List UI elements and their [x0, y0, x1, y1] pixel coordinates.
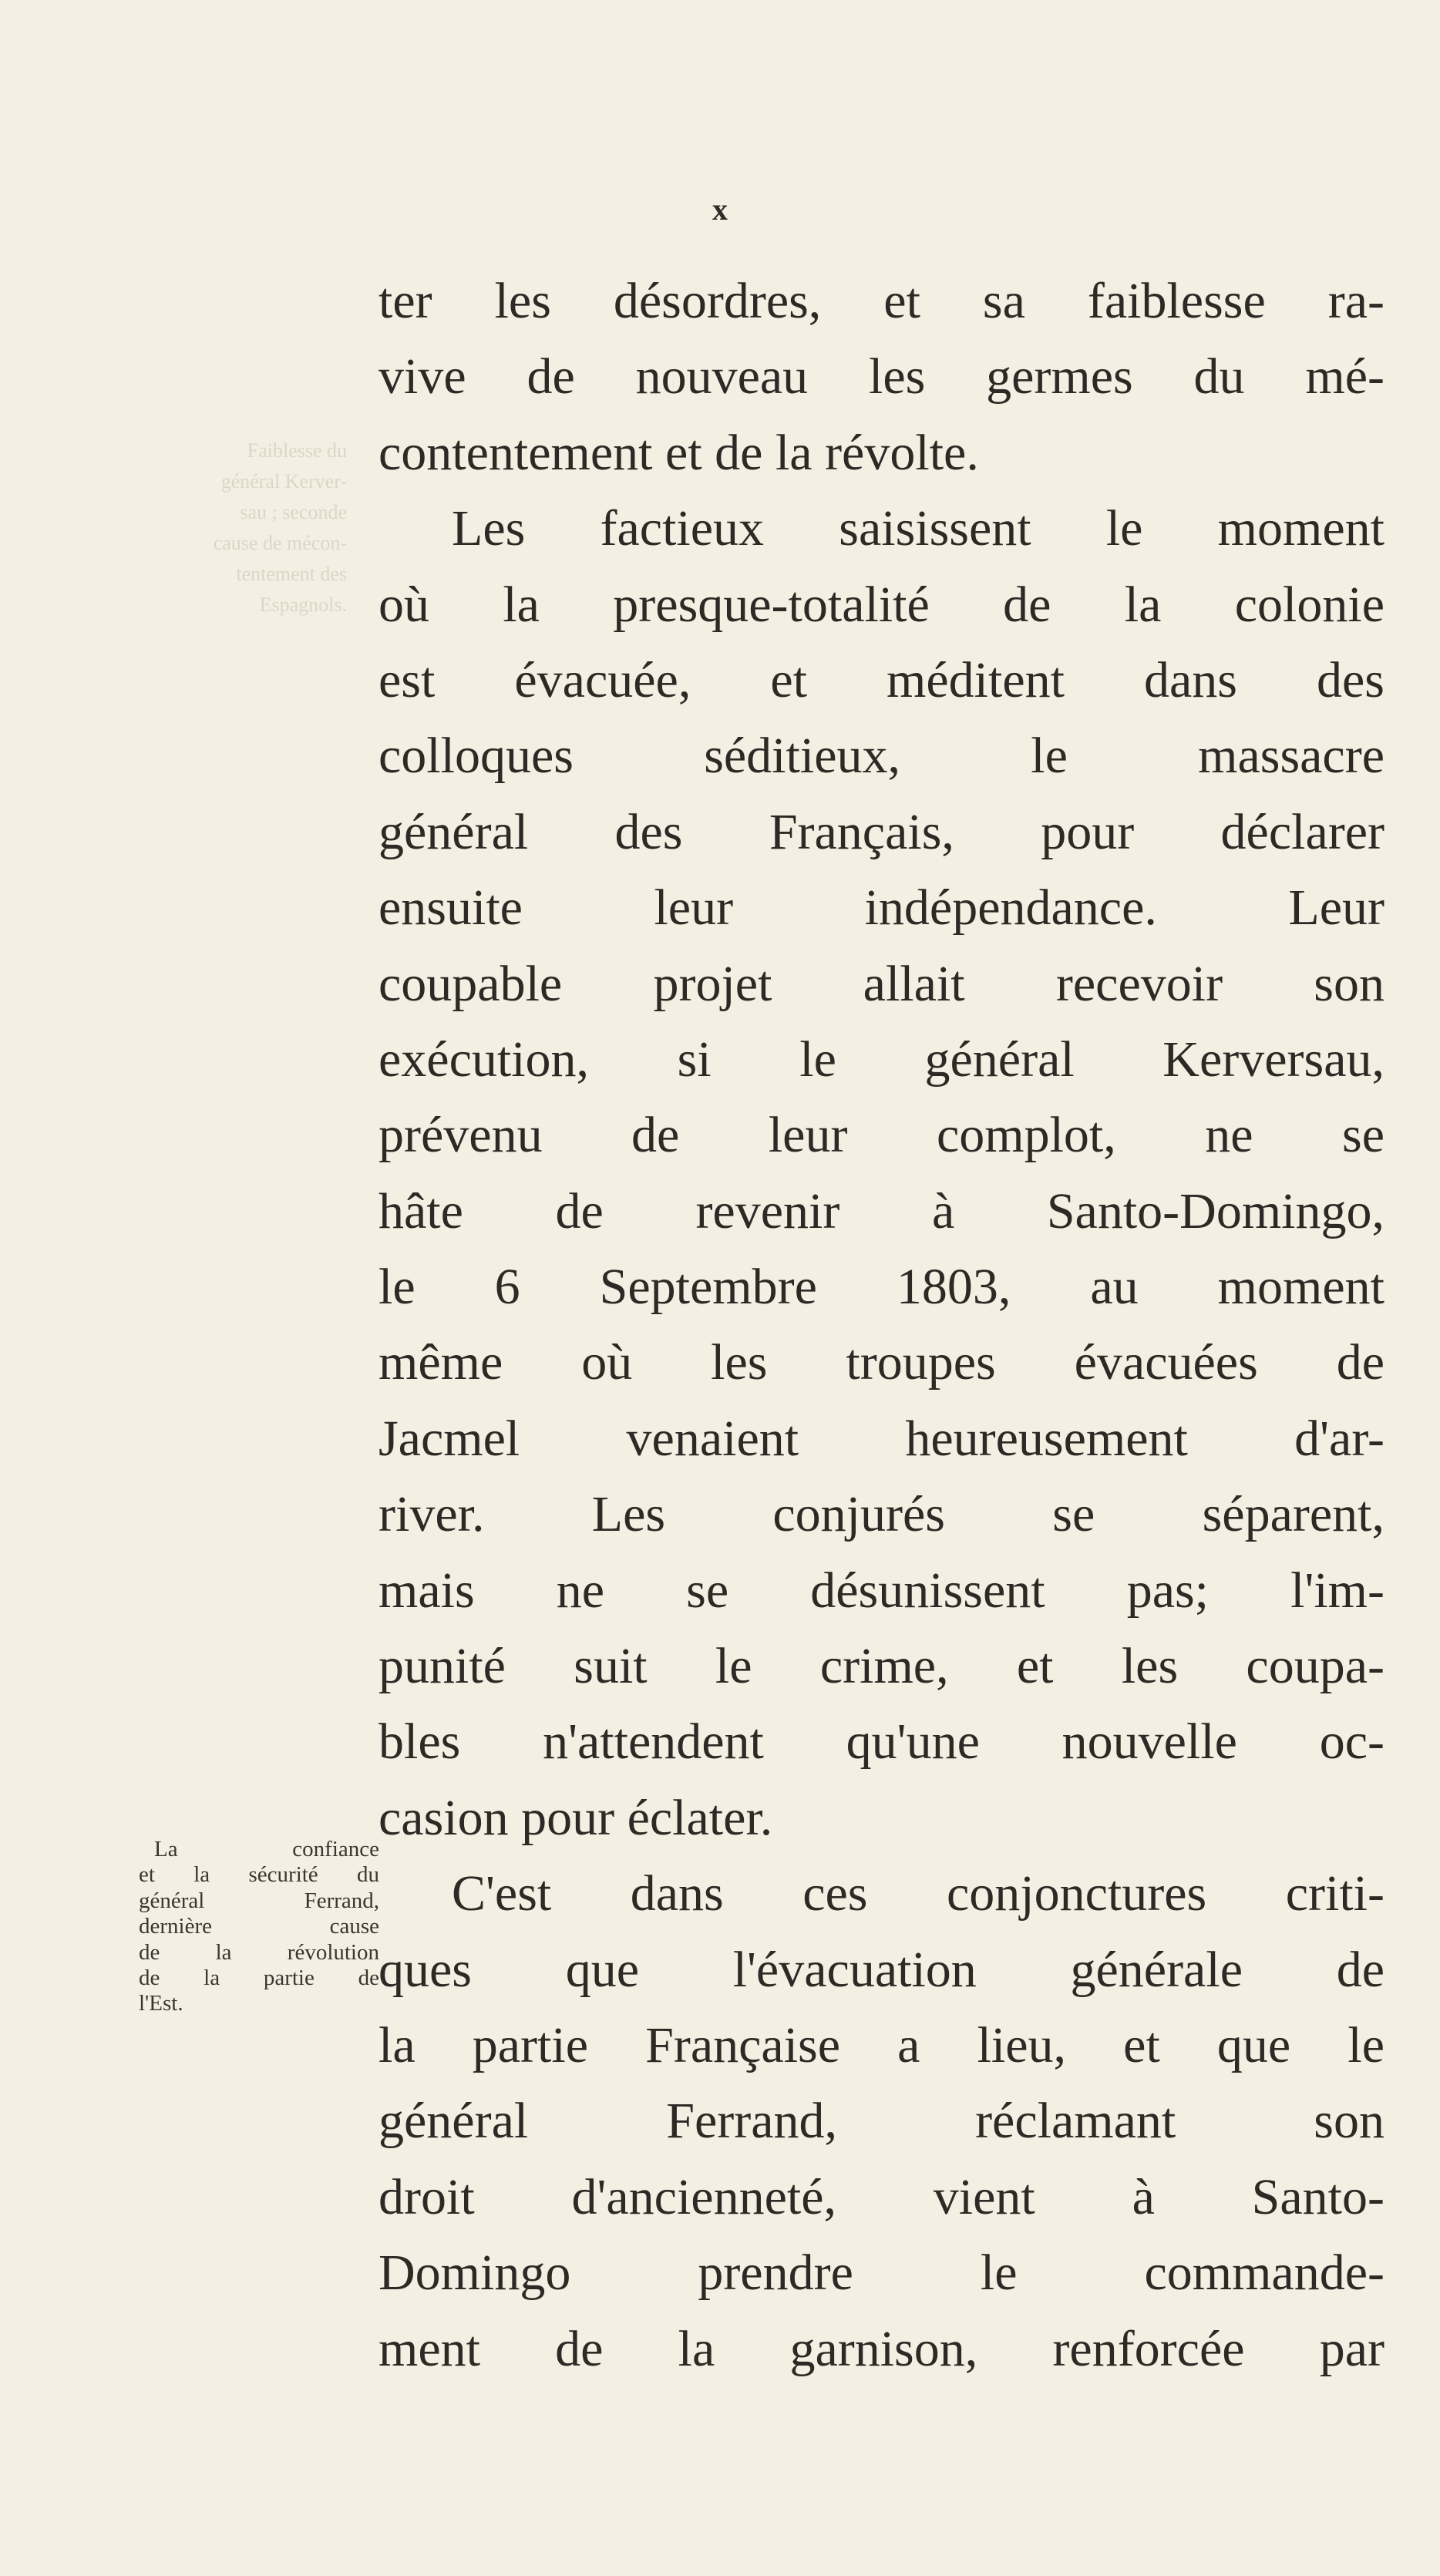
show-through-margin-note [93, 435, 347, 620]
text-line: hâte de revenir à Santo-Domingo, [379, 1182, 1384, 1239]
text-line: ques que l'évacuation générale de [379, 1941, 1384, 1998]
text-line: coupable projet allait recevoir son [379, 955, 1384, 1012]
text-line: général des Français, pour déclarer [379, 803, 1384, 860]
text-line: mais ne se désunissent pas; l'im- [379, 1562, 1384, 1619]
margin-note-line: général Ferrand, [139, 1888, 379, 1913]
text-line: ter les désordres, et sa faiblesse ra- [379, 273, 1384, 329]
margin-note [139, 1837, 379, 2017]
page-number: x [712, 192, 728, 227]
text-line: contentement et de la révolte. [379, 424, 979, 481]
text-line: la partie Française a lieu, et que le [379, 2016, 1384, 2073]
text-line: vive de nouveau les germes du mé- [379, 348, 1384, 405]
margin-note-line: et la sécurité du [139, 1862, 379, 1888]
ghost-note-line: sau ; seconde [240, 501, 347, 523]
text-line: colloques séditieux, le massacre [379, 728, 1384, 785]
paragraph-start-line: Les factieux saisissent le moment [452, 500, 1384, 557]
text-line: ment de la garnison, renforcée par [379, 2320, 1384, 2377]
paragraph-start-line: C'est dans ces conjonctures criti- [452, 1865, 1384, 1922]
text-line: Jacmel venaient heureusement d'ar- [379, 1410, 1384, 1467]
text-line: le 6 Septembre 1803, au moment [379, 1259, 1384, 1316]
text-line: Domingo prendre le commande- [379, 2245, 1384, 2302]
text-line: droit d'ancienneté, vient à Santo- [379, 2168, 1384, 2225]
ghost-note-line: Espagnols. [259, 594, 347, 616]
text-line: river. Les conjurés se séparent, [379, 1486, 1384, 1543]
text-line: casion pour éclater. [379, 1789, 773, 1846]
text-line: prévenu de leur complot, ne se [379, 1107, 1384, 1164]
text-line: bles n'attendent qu'une nouvelle oc- [379, 1713, 1384, 1771]
ghost-note-line: cause de mécon- [213, 532, 347, 554]
text-line: ensuite leur indépendance. Leur [379, 879, 1384, 937]
text-line: punité suit le crime, et les coupa- [379, 1638, 1384, 1695]
margin-note-line: de la partie de [139, 1965, 379, 1990]
ghost-note-line: tentement des [236, 563, 347, 585]
text-line: où la presque-totalité de la colonie [379, 576, 1384, 633]
text-line: exécution, si le général Kerversau, [379, 1031, 1384, 1088]
margin-note-line: l'Est. [139, 1991, 183, 2016]
text-line: général Ferrand, réclamant son [379, 2093, 1384, 2150]
margin-note-line: dernière cause [139, 1914, 379, 1939]
text-line: même où les troupes évacuées de [379, 1334, 1384, 1391]
margin-note-line: La confiance [154, 1837, 379, 1861]
main-text-column [379, 264, 1384, 2387]
ghost-note-line: Faiblesse du [247, 439, 347, 462]
text-line: est évacuée, et méditent dans des [379, 651, 1384, 708]
ghost-note-line: général Kerver- [220, 470, 347, 493]
margin-note-line: de la révolution [139, 1939, 379, 1965]
